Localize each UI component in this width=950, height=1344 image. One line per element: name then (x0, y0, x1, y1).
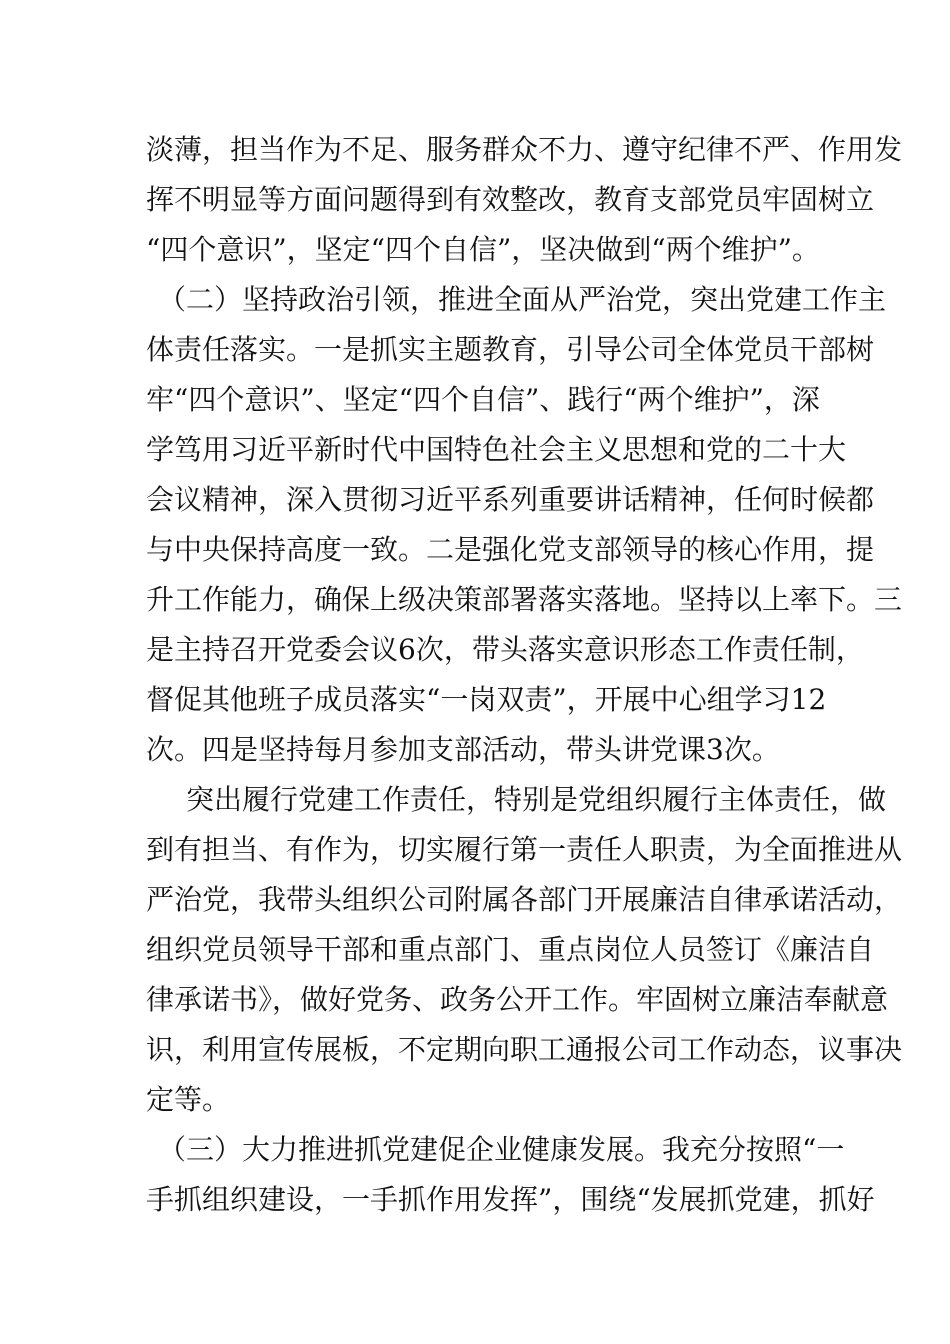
paragraph-start: 突出履行党建工作责任，特别是党组织履行主体责任，做 (186, 783, 887, 816)
text-line: 定等。 (146, 1083, 231, 1116)
section-heading-2: （二）坚持政治引领，推进全面从严治党，突出党建工作主 (158, 283, 887, 316)
text-line: 手抓组织建设，一手抓作用发挥”，围绕“发展抓党建，抓好 (146, 1183, 875, 1216)
text-line: “四个意识”，坚定“四个自信”，坚决做到“两个维护”。 (146, 233, 820, 266)
text-line: 升工作能力，确保上级决策部署落实落地。坚持以上率下。三 (146, 583, 903, 616)
text-line: 会议精神，深入贯彻习近平系列重要讲话精神，任何时候都 (146, 483, 875, 516)
text-line: 挥不明显等方面问题得到有效整改，教育支部党员牢固树立 (146, 183, 875, 216)
text-line: 体责任落实。一是抓实主题教育，引导公司全体党员干部树 (146, 333, 875, 366)
text-line: 到有担当、有作为，切实履行第一责任人职责，为全面推进从 (146, 833, 903, 866)
text-line: 识，利用宣传展板，不定期向职工通报公司工作动态，议事决 (146, 1033, 903, 1066)
text-line: 严治党，我带头组织公司附属各部门开展廉洁自律承诺活动， (146, 883, 903, 916)
text-line: 督促其他班子成员落实“一岗双责”，开展中心组学习12 (146, 683, 827, 716)
text-line: 律承诺书》，做好党务、政务公开工作。牢固树立廉洁奉献意 (146, 983, 889, 1016)
text-line: 次。四是坚持每月参加支部活动，带头讲党课3次。 (146, 733, 780, 766)
text-line: 与中央保持高度一致。二是强化党支部领导的核心作用，提 (146, 533, 875, 566)
text-line: 学笃用习近平新时代中国特色社会主义思想和党的二十大 (146, 433, 847, 466)
text-line: 牢“四个意识”、坚定“四个自信”、践行“两个维护”，深 (146, 383, 820, 416)
text-line: 组织党员领导干部和重点部门、重点岗位人员签订《廉洁自 (146, 933, 875, 966)
text-line: 是主持召开党委会议6次，带头落实意识形态工作责任制， (146, 633, 864, 666)
section-heading-3: （三）大力推进抓党建促企业健康发展。我充分按照“一 (158, 1133, 845, 1166)
text-line: 淡薄，担当作为不足、服务群众不力、遵守纪律不严、作用发 (146, 133, 903, 166)
